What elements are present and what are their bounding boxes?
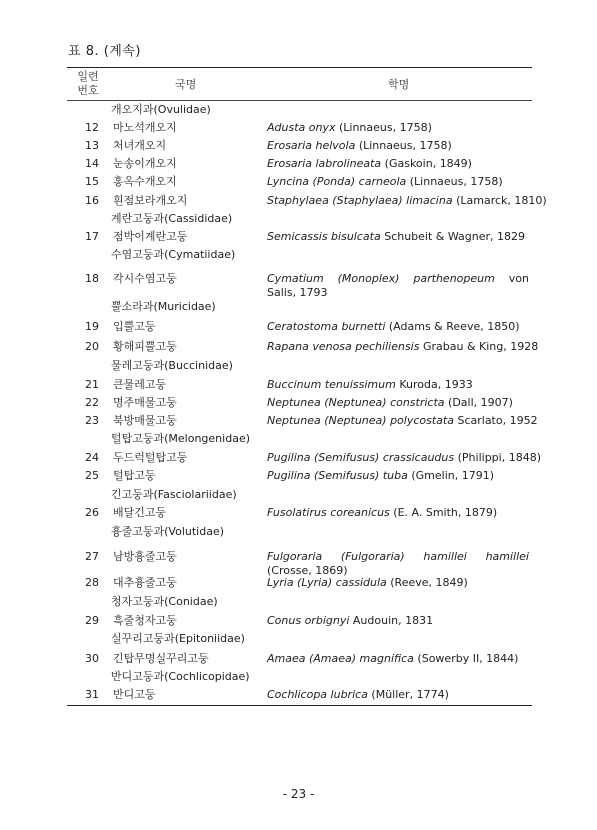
serial-number: 14 xyxy=(85,157,99,170)
scientific-name xyxy=(267,157,529,171)
author-citation: (Reeve, 1849) xyxy=(390,576,468,589)
korean-name: 남방흉줄고둥 xyxy=(113,550,177,563)
header-scientific-name: 학명 xyxy=(388,78,410,91)
author-citation: Audouin, 1831 xyxy=(352,614,434,627)
binomial-name: Pugilina (Semifusus) crassicaudus xyxy=(267,451,455,464)
scientific-name xyxy=(267,451,541,465)
author-citation: (Adams & Reeve, 1850) xyxy=(388,320,520,333)
binomial-name: Neptunea (Neptunea) constricta xyxy=(267,396,445,409)
binomial-name: Rapana venosa pechiliensis xyxy=(267,340,420,353)
scientific-name xyxy=(267,396,529,410)
scientific-name xyxy=(267,652,529,666)
korean-name: 마노석개오지 xyxy=(113,121,177,134)
binomial-name: Amaea (Amaea) magnifica xyxy=(267,652,414,665)
author-citation: (Linnaeus, 1758) xyxy=(409,175,503,188)
korean-name: 배달긴고둥 xyxy=(113,506,167,519)
table-caption: 표 8. (계속) xyxy=(68,44,141,59)
family-name: 물레고둥과(Buccinidae) xyxy=(111,359,233,372)
scientific-name xyxy=(267,230,529,244)
serial-number: 27 xyxy=(85,550,99,563)
family-name: 개오지과(Ovulidae) xyxy=(111,103,211,116)
korean-name: 입뿔고둥 xyxy=(113,320,156,333)
binomial-name: Buccinum tenuissimum xyxy=(267,378,396,391)
author-citation: Kuroda, 1933 xyxy=(399,378,473,391)
author-citation: (Gmelin, 1791) xyxy=(411,469,495,482)
serial-number: 18 xyxy=(85,272,99,285)
korean-name: 털탑고둥 xyxy=(113,469,156,482)
serial-number: 16 xyxy=(85,194,99,207)
korean-name: 두드럭털탑고둥 xyxy=(113,451,188,464)
scientific-name xyxy=(267,139,529,153)
author-citation: (E. A. Smith, 1879) xyxy=(393,506,498,519)
korean-name: 각시수염고둥 xyxy=(113,272,177,285)
serial-number: 26 xyxy=(85,506,99,519)
serial-number: 22 xyxy=(85,396,99,409)
binomial-name: Adusta onyx xyxy=(267,121,336,134)
serial-number: 15 xyxy=(85,175,99,188)
korean-name: 대추흉줄고둥 xyxy=(113,576,177,589)
scientific-name xyxy=(267,175,529,189)
korean-name: 명주매물고둥 xyxy=(113,396,177,409)
korean-name: 반디고둥 xyxy=(113,688,156,701)
korean-name: 큰물레고둥 xyxy=(113,378,167,391)
binomial-name: Staphylaea (Staphylaea) limacina xyxy=(267,194,453,207)
scientific-name xyxy=(267,506,529,520)
header-korean-name: 국명 xyxy=(175,78,197,91)
author-citation: (Gaskoin, 1849) xyxy=(384,157,472,170)
family-name: 실꾸리고둥과(Epitoniidae) xyxy=(111,632,245,645)
scientific-name xyxy=(267,576,529,590)
author-citation: (Linnaeus, 1758) xyxy=(358,139,452,152)
korean-name: 처녀개오지 xyxy=(113,139,167,152)
header-serial-number: 일련 번호 xyxy=(77,70,99,97)
scientific-name xyxy=(267,340,539,354)
binomial-name: Fulgoraria (Fulgoraria) hamillei hamillei xyxy=(267,550,529,563)
serial-number: 17 xyxy=(85,230,99,243)
scientific-name xyxy=(267,614,529,628)
author-citation: (Sowerby II, 1844) xyxy=(417,652,519,665)
binomial-name: Erosaria helvola xyxy=(267,139,356,152)
author-citation: (Lamarck, 1810) xyxy=(456,194,547,207)
scientific-name xyxy=(267,414,538,428)
family-name: 반디고둥과(Cochlicopidae) xyxy=(111,670,250,683)
serial-number: 25 xyxy=(85,469,99,482)
scientific-name xyxy=(267,378,529,392)
binomial-name: Ceratostoma burnetti xyxy=(267,320,386,333)
author-citation: (Linnaeus, 1758) xyxy=(338,121,432,134)
scientific-name xyxy=(267,688,529,702)
binomial-name: Conus orbignyi xyxy=(267,614,350,627)
korean-name: 눈송이개오지 xyxy=(113,157,177,170)
binomial-name: Cochlicopa lubrica xyxy=(267,688,368,701)
binomial-name: Pugilina (Semifusus) tuba xyxy=(267,469,408,482)
author-citation: von Salis, 1793 xyxy=(267,272,529,299)
scientific-name xyxy=(267,469,529,483)
family-name: 청자고둥과(Conidae) xyxy=(111,595,218,608)
korean-name: 점박이계란고둥 xyxy=(113,230,188,243)
scientific-name xyxy=(267,272,529,300)
serial-number: 13 xyxy=(85,139,99,152)
table-header-rule xyxy=(67,100,532,101)
binomial-name: Erosaria labrolineata xyxy=(267,157,382,170)
binomial-name: Lyria (Lyria) cassidula xyxy=(267,576,387,589)
serial-number: 28 xyxy=(85,576,99,589)
author-citation: Grabau & King, 1928 xyxy=(422,340,539,353)
author-citation: (Müller, 1774) xyxy=(371,688,449,701)
serial-number: 29 xyxy=(85,614,99,627)
serial-number: 20 xyxy=(85,340,99,353)
scientific-name xyxy=(267,121,529,135)
table-bottom-rule xyxy=(67,705,532,706)
binomial-name: Semicassis bisulcata xyxy=(267,230,381,243)
binomial-name: Fusolatirus coreanicus xyxy=(267,506,390,519)
author-citation: Scarlato, 1952 xyxy=(457,414,538,427)
korean-name: 황해피뿔고둥 xyxy=(113,340,177,353)
author-citation: (Crosse, 1869) xyxy=(267,564,348,577)
binomial-name: Cymatium (Monoplex) parthenopeum xyxy=(267,272,495,285)
family-name: 수염고둥과(Cymatiidae) xyxy=(111,248,236,261)
serial-number: 21 xyxy=(85,378,99,391)
author-citation: (Philippi, 1848) xyxy=(457,451,541,464)
scientific-name xyxy=(267,320,529,334)
serial-number: 30 xyxy=(85,652,99,665)
serial-number: 23 xyxy=(85,414,99,427)
family-name: 뿔소라과(Muricidae) xyxy=(111,300,216,313)
korean-name: 흰점보라개오지 xyxy=(113,194,188,207)
scientific-name xyxy=(267,550,529,578)
korean-name: 긴탑무명실꾸리고둥 xyxy=(113,652,209,665)
family-name: 긴고둥과(Fasciolariidae) xyxy=(111,488,237,501)
author-citation: Schubeit & Wagner, 1829 xyxy=(384,230,526,243)
family-name: 털탑고둥과(Melongenidae) xyxy=(111,432,250,445)
serial-number: 24 xyxy=(85,451,99,464)
korean-name: 북방매물고둥 xyxy=(113,414,177,427)
page-number: - 23 - xyxy=(282,787,315,801)
binomial-name: Lyncina (Ponda) carneola xyxy=(267,175,407,188)
scientific-name xyxy=(267,194,547,208)
author-citation: (Dall, 1907) xyxy=(448,396,513,409)
serial-number: 19 xyxy=(85,320,99,333)
korean-name: 홍옥수개오지 xyxy=(113,175,177,188)
serial-number: 12 xyxy=(85,121,99,134)
family-name: 흉줄고둥과(Volutidae) xyxy=(111,525,225,538)
korean-name: 흑줄청자고둥 xyxy=(113,614,177,627)
binomial-name: Neptunea (Neptunea) polycostata xyxy=(267,414,454,427)
serial-number: 31 xyxy=(85,688,99,701)
table-top-rule xyxy=(67,67,532,68)
family-name: 계란고둥과(Cassididae) xyxy=(111,212,233,225)
